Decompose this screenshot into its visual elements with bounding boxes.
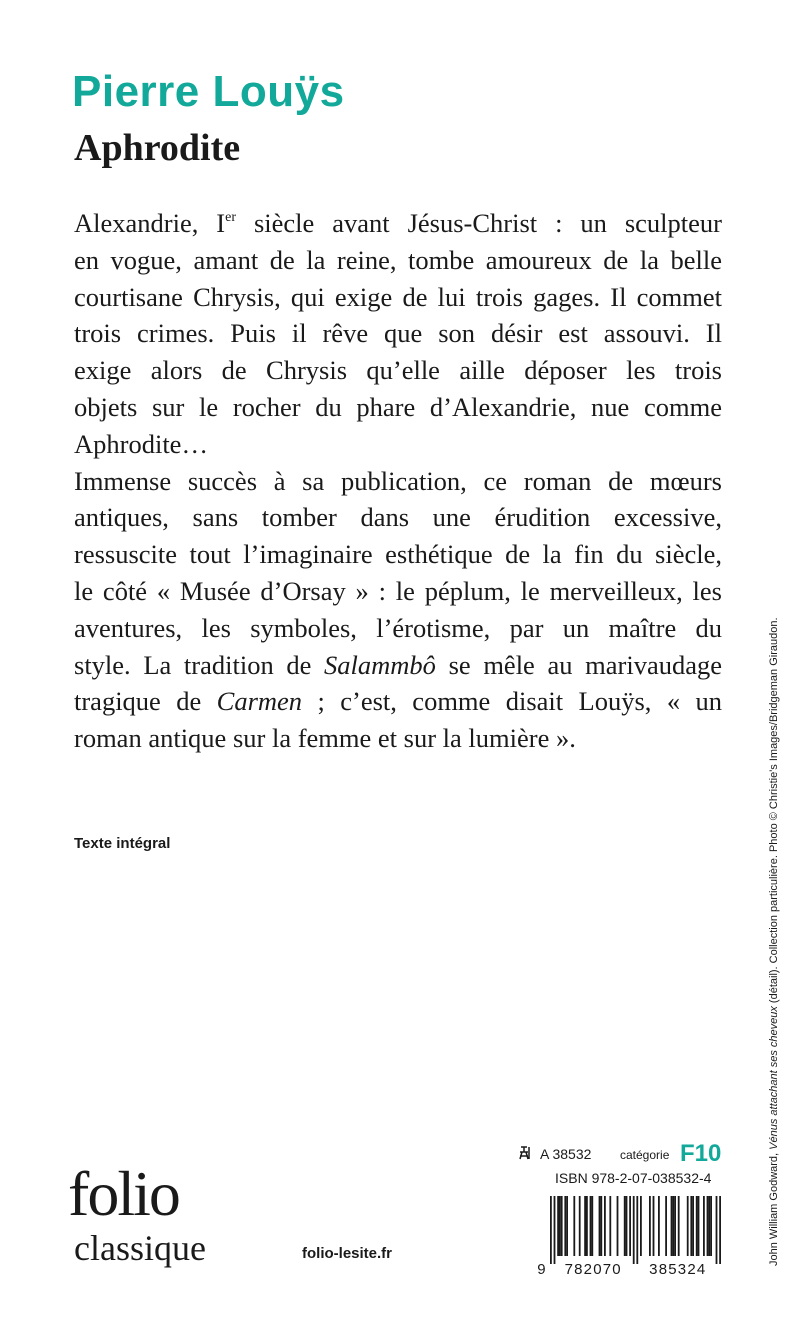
- barcode-bar: [599, 1196, 601, 1256]
- barcode-bar: [658, 1196, 660, 1256]
- barcode-bar: [671, 1196, 673, 1256]
- barcode-bar: [609, 1196, 611, 1256]
- blurb-text: style. La tradition de: [74, 649, 325, 680]
- blurb-line: en vogue, amant de la reine, tombe amoureux de la belle: [74, 244, 722, 275]
- blurb-line: Aphrodite…: [74, 428, 208, 459]
- barcode-bar: [617, 1196, 619, 1256]
- blurb-paragraph-2: [74, 463, 722, 757]
- barcode-bar: [716, 1196, 718, 1264]
- blurb-text: ; c’est, comme disait Louÿs, « un: [302, 686, 722, 717]
- barcode-bar: [678, 1196, 680, 1256]
- blurb-line: le côté « Musée d’Orsay » : le péplum, le merveilleux, les: [74, 575, 722, 606]
- blurb-line: trois crimes. Puis il rêve que son désir est assouvi. Il: [74, 318, 722, 349]
- barcode-bar: [557, 1196, 559, 1256]
- blurb-line: objets sur le rocher du phare d’Alexandrie, nue comme: [74, 391, 722, 422]
- barcode-bar: [584, 1196, 586, 1256]
- blurb-line: Immense succès à sa publication, ce roman de mœurs: [74, 465, 722, 496]
- barcode-bar: [600, 1196, 602, 1256]
- integral-text-label: Texte intégral: [74, 835, 171, 852]
- barcode-bar: [707, 1196, 709, 1256]
- barcode-bar: [561, 1196, 563, 1256]
- barcode-bar: [696, 1196, 698, 1256]
- barcode-bar: [591, 1196, 593, 1256]
- barcode-bar: [579, 1196, 581, 1256]
- barcode-bar: [604, 1196, 606, 1256]
- blurb-line: ressuscite tout l’imaginaire esthétique de la fin du siècle,: [74, 539, 722, 570]
- barcode-bar: [624, 1196, 626, 1256]
- barcode-bar: [559, 1196, 561, 1256]
- blurb-line: exige alors de Chrysis qu’elle aille déposer les trois: [74, 355, 722, 386]
- credit-text: John William Godward,: [768, 1149, 780, 1266]
- isbn-number: ISBN 978-2-07-038532-4: [555, 1170, 712, 1186]
- blurb-text: Alexandrie, I: [74, 208, 226, 238]
- barcode-bar: [554, 1196, 556, 1264]
- publisher-symbol-icon: [518, 1144, 540, 1162]
- barcode-bar: [564, 1196, 566, 1256]
- blurb-paragraph-1: [74, 205, 722, 463]
- barcode-bar: [653, 1196, 655, 1256]
- barcode-bar: [633, 1196, 635, 1264]
- barcode-bar: [649, 1196, 651, 1256]
- barcode-bar: [629, 1196, 631, 1256]
- barcode-right-digits: 385324: [649, 1261, 707, 1278]
- author-name: Pierre Louÿs: [72, 67, 345, 116]
- publisher-code-row: [518, 1140, 722, 1166]
- barcode-graphic: [536, 1196, 726, 1278]
- publisher-website: folio-lesite.fr: [302, 1245, 393, 1262]
- category-value: F10: [680, 1140, 722, 1167]
- blurb-line: antiques, sans tomber dans une érudition excessive,: [74, 502, 722, 533]
- barcode-bar: [708, 1196, 710, 1256]
- barcode-bar: [674, 1196, 676, 1256]
- barcode-bar: [566, 1196, 568, 1256]
- publisher-code: A 38532: [540, 1146, 592, 1162]
- italic-work-title: Salammbô: [324, 649, 436, 680]
- barcode-bar: [665, 1196, 667, 1256]
- barcode-bar: [690, 1196, 692, 1256]
- blurb-text: siècle avant Jésus-Christ : un sculpteur: [236, 208, 722, 238]
- back-cover-blurb: [74, 205, 722, 757]
- italic-work-title: Carmen: [216, 686, 303, 717]
- blurb-line: [74, 205, 722, 242]
- ean-barcode: [536, 1196, 726, 1278]
- folio-logo: folio: [68, 1158, 179, 1229]
- ordinal-superscript: er: [225, 210, 237, 225]
- book-title: Aphrodite: [74, 127, 241, 169]
- barcode-bar: [550, 1196, 552, 1264]
- blurb-line: roman antique sur la femme et sur la lumière ».: [74, 723, 576, 754]
- barcode-bar: [692, 1196, 694, 1256]
- barcode-bar: [687, 1196, 689, 1256]
- barcode-bar: [636, 1196, 638, 1264]
- blurb-text: tragique de: [74, 686, 217, 717]
- blurb-text: se mêle au marivaudage: [435, 649, 722, 680]
- barcode-bar: [626, 1196, 628, 1256]
- barcode-bar: [703, 1196, 705, 1256]
- barcode-bar: [698, 1196, 700, 1256]
- barcode-bar: [640, 1196, 642, 1256]
- barcode-left-digits: 782070: [564, 1261, 622, 1278]
- barcode-bar: [719, 1196, 721, 1264]
- barcode-bar: [672, 1196, 674, 1256]
- barcode-bar: [590, 1196, 592, 1256]
- blurb-line: [74, 647, 722, 684]
- collection-name: classique: [74, 1228, 206, 1268]
- image-credit: [768, 617, 780, 1266]
- credit-text: (détail). Collection particulière. Photo © Christie's Images/Bridgeman Giraudon.: [768, 617, 780, 1007]
- barcode-bar: [710, 1196, 712, 1256]
- credit-artwork-title: Vénus attachant ses cheveux: [768, 1006, 780, 1150]
- blurb-line: aventures, les symboles, l’érotisme, par un maître du: [74, 612, 722, 643]
- barcode-bar: [573, 1196, 575, 1256]
- blurb-line: courtisane Chrysis, qui exige de lui trois gages. Il commet: [74, 281, 722, 312]
- barcode-bar: [586, 1196, 588, 1256]
- category-label: catégorie: [620, 1148, 670, 1162]
- barcode-first-digit: 9: [537, 1261, 547, 1278]
- blurb-line: [74, 683, 722, 720]
